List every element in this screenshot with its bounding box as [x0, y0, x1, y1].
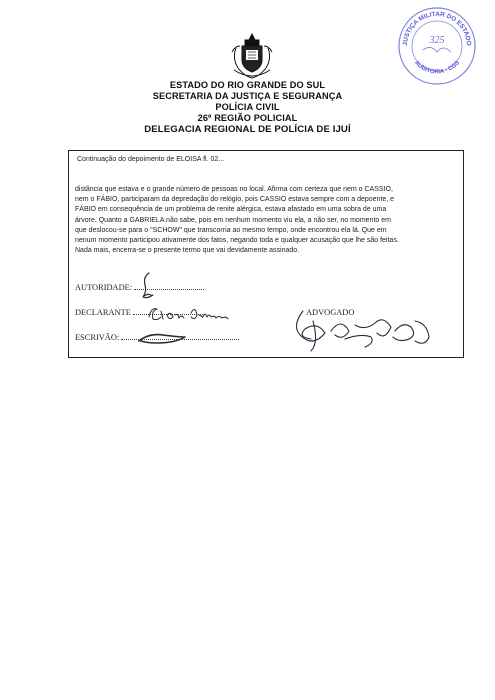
testimony-line: nem o FÁBIO, participaram da depredação do relógio, pois CASSIO estava sempre com a depoente, e — [75, 196, 395, 204]
header-line-state: ESTADO DO RIO GRANDE DO SUL — [169, 80, 326, 90]
testimony-text — [75, 185, 457, 256]
autoridade-label: AUTORIDADE: — [75, 283, 133, 292]
autoridade-row — [75, 283, 204, 292]
testimony-box — [68, 150, 464, 358]
header-line-delegacia: DELEGACIA REGIONAL DE POLÍCIA DE IJUÍ — [144, 124, 351, 135]
testimony-line: que deslocou-se para o "SCHOW" que transcorria ao mesmo tempo, onde encontrou ela lá. Que em — [75, 226, 387, 234]
testimony-line: FÁBIO em consequência de um problema de renite alérgica, estava afastado em uma sobra de uma — [75, 206, 387, 214]
autoridade-signature-line — [134, 288, 204, 290]
stamp-number: 325 — [429, 35, 445, 46]
testimony-line: distância que estava e o grande número de pessoas no local. Afirma com certeza que nem o CASSIO, — [75, 186, 393, 193]
continuation-line: Continuação do depoimento de ELOISA fl. 02... — [77, 156, 225, 163]
header-line-police: POLÍCIA CIVIL — [215, 102, 280, 112]
header-line-region: 26ª REGIÃO POLICIAL — [197, 113, 298, 123]
svg-text:JUSTIÇA MILITAR DO ESTADO: JUSTIÇA MILITAR DO ESTADO — [401, 10, 473, 47]
court-stamp — [395, 2, 479, 86]
testimony-line: nenum momento participou ativamente dos fatos, negando toda e qualquer acusação que lhe são feitas. — [75, 237, 399, 245]
declarante-signature-line — [133, 313, 205, 315]
escrivao-signature-line — [121, 338, 239, 340]
letterhead — [0, 80, 495, 135]
stamp-seal-icon — [395, 2, 479, 86]
declarante-label: DECLARANTE — [75, 308, 131, 317]
testimony-line: Nada mais, encerra-se o presente termo que vai devidamente assinado. — [75, 247, 300, 255]
escrivao-label: ESCRIVÃO: — [75, 333, 120, 342]
coat-of-arms-icon — [230, 32, 274, 80]
svg-text:AUDITORIA - CGS: AUDITORIA - CGS — [412, 59, 462, 76]
testimony-line: árvore. Quanto a GABRIELA não sabe, pois em nenhum momento viu ela, a não ser, no momento em — [75, 216, 391, 224]
header-line-secretariat: SECRETARIA DA JUSTIÇA E SEGURANÇA — [152, 91, 343, 101]
advogado-label: ADVOGADO — [306, 308, 355, 317]
declarante-row — [75, 308, 205, 317]
escrivao-row — [75, 333, 239, 342]
